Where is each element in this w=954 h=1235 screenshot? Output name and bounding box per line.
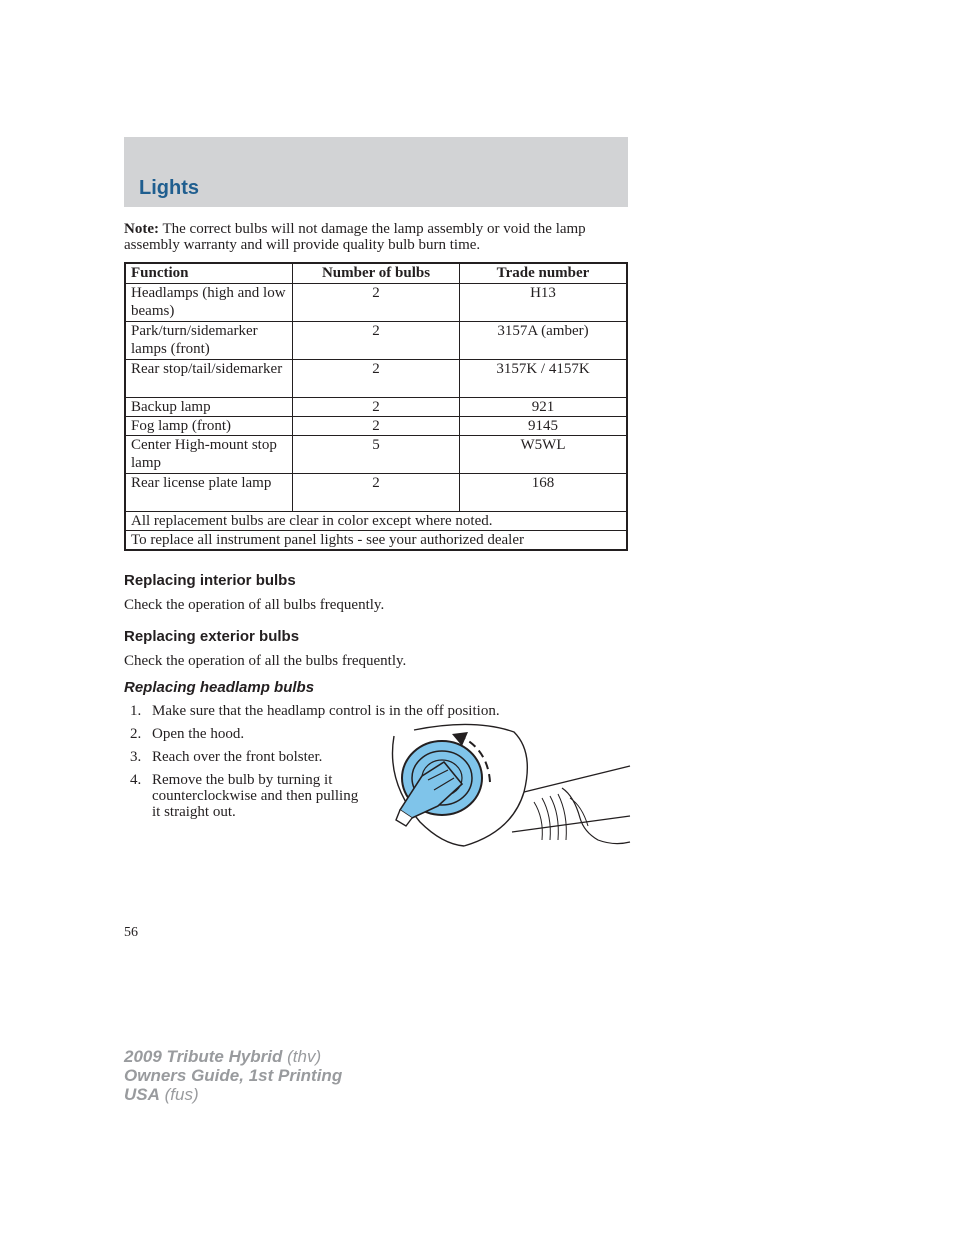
cell-trade: H13 [460, 284, 628, 322]
table-row [125, 322, 627, 360]
cell-function: Park/turn/sidemarker lamps (front) [125, 322, 293, 360]
footer-market-code: (fus) [159, 1085, 199, 1104]
footer-guide: Owners Guide, 1st Printing [124, 1066, 343, 1085]
footer-model-code: (thv) [282, 1047, 322, 1066]
cell-trade: 921 [460, 398, 628, 417]
table-row [125, 436, 627, 474]
table-row [125, 417, 627, 436]
list-item [124, 703, 594, 720]
cell-trade: 9145 [460, 417, 628, 436]
table-footnote-row [125, 512, 627, 531]
cell-count: 2 [293, 417, 460, 436]
headlamp-bulb-illustration [384, 722, 632, 850]
table-row [125, 398, 627, 417]
cell-function: Backup lamp [125, 398, 293, 417]
column-header-number: Number of bulbs [293, 263, 460, 284]
section-banner [124, 137, 628, 207]
page-title: Lights [139, 177, 199, 199]
note-text: The correct bulbs will not damage the lamp assembly or void the lamp assembly warranty and will provide quality bulb burn time. [124, 221, 586, 253]
step-number: 1. [130, 703, 142, 719]
cell-count: 2 [293, 322, 460, 360]
interior-text: Check the operation of all bulbs frequently. [124, 597, 385, 613]
heading-headlamp-bulbs: Replacing headlamp bulbs [124, 679, 315, 696]
footer-imprint [124, 1047, 342, 1104]
table-row [125, 360, 627, 398]
cell-count: 2 [293, 474, 460, 512]
table-row [125, 474, 627, 512]
exterior-text: Check the operation of all the bulbs frequently. [124, 653, 407, 669]
step-number: 2. [130, 726, 142, 742]
cell-trade: 168 [460, 474, 628, 512]
table-footnote: To replace all instrument panel lights - see your authorized dealer [125, 531, 627, 551]
cell-count: 2 [293, 284, 460, 322]
cell-count: 2 [293, 360, 460, 398]
list-item [124, 772, 367, 820]
step-text: Remove the bulb by turning it counterclockwise and then pulling it straight out. [152, 772, 359, 820]
cell-function: Rear license plate lamp [125, 474, 293, 512]
cell-function: Headlamps (high and low beams) [125, 284, 293, 322]
cell-function: Fog lamp (front) [125, 417, 293, 436]
note-paragraph [124, 221, 628, 253]
page-number: 56 [124, 925, 138, 940]
heading-exterior-bulbs: Replacing exterior bulbs [124, 628, 300, 645]
table-header-row [125, 263, 627, 284]
table-row [125, 284, 627, 322]
column-header-function: Function [125, 263, 293, 284]
note-label: Note: [124, 221, 159, 237]
cell-trade: W5WL [460, 436, 628, 474]
step-text: Reach over the front bolster. [152, 749, 323, 765]
footer-model: 2009 Tribute Hybrid [124, 1047, 283, 1066]
cell-count: 5 [293, 436, 460, 474]
step-text: Make sure that the headlamp control is in the off position. [152, 703, 500, 719]
table-footnote: All replacement bulbs are clear in color except where noted. [125, 512, 627, 531]
cell-function: Center High-mount stop lamp [125, 436, 293, 474]
cell-function: Rear stop/tail/sidemarker [125, 360, 293, 398]
table-footnote-row [125, 531, 627, 551]
step-number: 4. [130, 772, 142, 788]
bulb-table [124, 262, 628, 551]
cell-trade: 3157A (amber) [460, 322, 628, 360]
heading-interior-bulbs: Replacing interior bulbs [124, 572, 296, 589]
cell-count: 2 [293, 398, 460, 417]
cell-trade: 3157K / 4157K [460, 360, 628, 398]
column-header-trade: Trade number [460, 263, 628, 284]
step-text: Open the hood. [152, 726, 245, 742]
footer-market: USA [124, 1085, 160, 1104]
step-number: 3. [130, 749, 142, 765]
